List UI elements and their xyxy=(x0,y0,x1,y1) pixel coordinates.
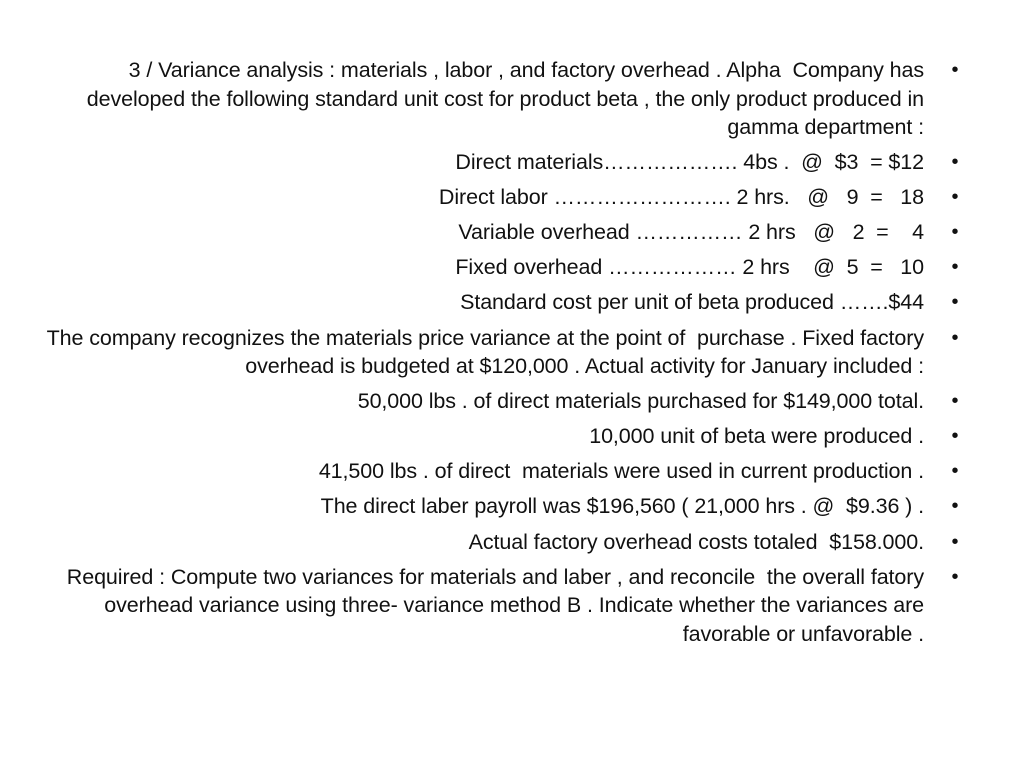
units-produced-line: 10,000 unit of beta were produced . xyxy=(589,424,924,449)
list-item xyxy=(40,492,992,521)
bullet-icon: • xyxy=(951,256,959,279)
list-item xyxy=(40,422,992,451)
list-item xyxy=(40,563,992,649)
bullet-icon: • xyxy=(951,565,959,588)
standard-cost-line: Standard cost per unit of beta produced …….$44 xyxy=(460,290,924,315)
required-text: Required : Compute two variances for materials and laber , and reconcile the overall fatory overhead variance using three- variance method B . Indicate whether the variances are favorable or unfavorable . xyxy=(66,564,930,646)
list-item xyxy=(40,183,992,212)
bullet-icon: • xyxy=(951,326,959,349)
list-item xyxy=(40,528,992,557)
bullet-icon: • xyxy=(951,530,959,553)
bullet-list xyxy=(40,56,992,655)
variable-overhead-line: Variable overhead …………… 2 hrs @ 2 = 4 xyxy=(458,220,924,245)
company-recognizes-text: The company recognizes the materials price variance at the point of purchase . Fixed factory overhead is budgeted at $120,000 . Actual activity for January included : xyxy=(46,325,930,379)
list-item xyxy=(40,457,992,486)
list-item xyxy=(40,148,992,177)
bullet-icon: • xyxy=(951,495,959,518)
list-item xyxy=(40,253,992,282)
list-item xyxy=(40,324,992,381)
list-item xyxy=(40,218,992,247)
list-item xyxy=(40,56,992,142)
overhead-costs-line: Actual factory overhead costs totaled $158.000. xyxy=(468,529,924,554)
labor-payroll-line: The direct laber payroll was $196,560 ( 21,000 hrs . @ $9.36 ) . xyxy=(320,494,924,519)
direct-materials-line: Direct materials………………. 4bs . @ $3 = $12 xyxy=(455,150,924,175)
fixed-overhead-line: Fixed overhead ……………… 2 hrs @ 5 = 10 xyxy=(455,255,924,280)
list-item xyxy=(40,387,992,416)
materials-used-line: 41,500 lbs . of direct materials were used in current production . xyxy=(318,459,924,484)
materials-purchased-line: 50,000 lbs . of direct materials purchased for $149,000 total. xyxy=(357,389,924,414)
bullet-icon: • xyxy=(951,460,959,483)
list-item xyxy=(40,288,992,317)
bullet-icon: • xyxy=(951,186,959,209)
bullet-icon: • xyxy=(951,390,959,413)
bullet-icon: • xyxy=(951,291,959,314)
bullet-icon: • xyxy=(951,425,959,448)
bullet-icon: • xyxy=(951,59,959,81)
bullet-icon: • xyxy=(951,221,959,244)
direct-labor-line: Direct labor ……………………. 2 hrs. @ 9 = 18 xyxy=(438,185,924,210)
bullet-icon: • xyxy=(951,151,959,174)
problem-intro-text: 3 / Variance analysis : materials , labor , and factory overhead . Alpha Company has developed the following standard unit cost for product beta , the only product produced in gamma department : xyxy=(86,58,930,139)
